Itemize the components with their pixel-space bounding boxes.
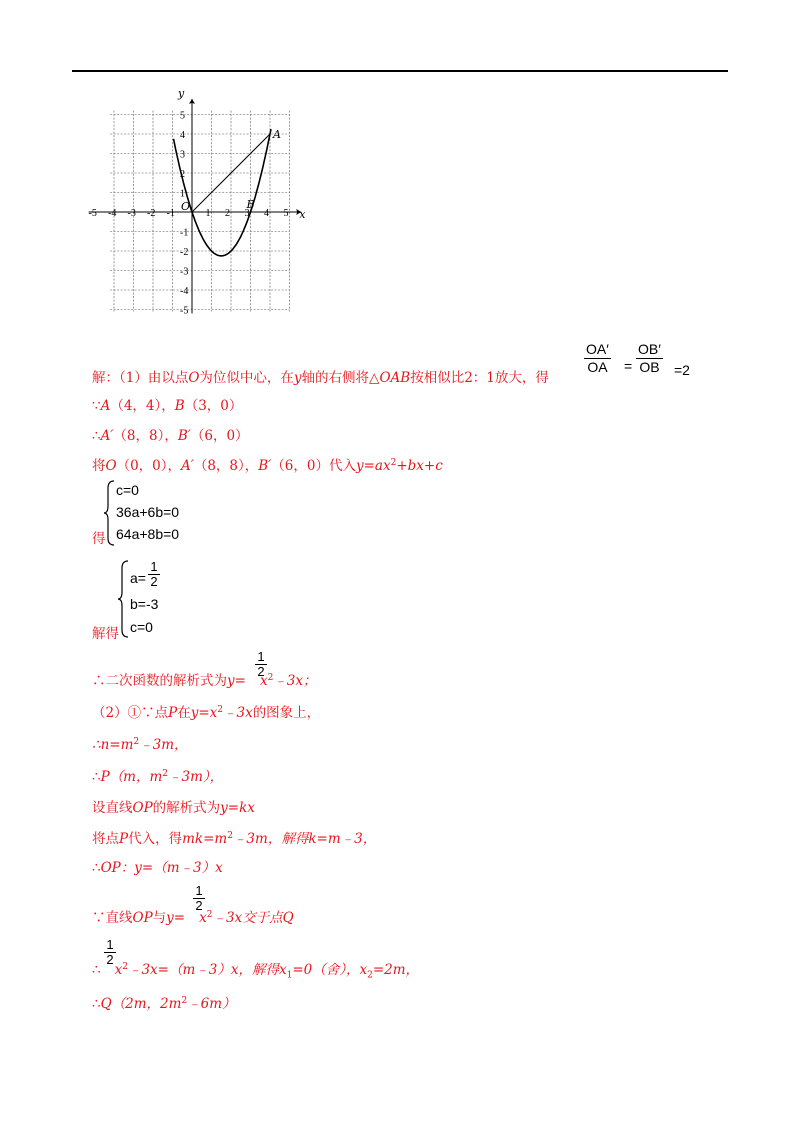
x-tick-label: 5 xyxy=(283,208,289,219)
solution-line-13: ∴ $x^2﹣3x=(m﹣3)x$，解得$x_1=0$（舍），$x_2=2m$， xyxy=(92,962,420,981)
system-2-label: 解得 xyxy=(92,626,119,642)
function-graph xyxy=(80,86,320,326)
brace-icon xyxy=(104,480,116,546)
solution-line-4: 将O（0，0），A′（8，8），B′（6，0）代入$y=ax^2+bx+c$ xyxy=(92,458,443,474)
solution-line-12: ∵直线OP与$y= x^2﹣3x$交于点Q xyxy=(92,910,294,926)
sys2-row-b: b=-3 xyxy=(130,596,159,612)
y-tick-label: -4 xyxy=(180,286,189,297)
y-tick-label: 3 xyxy=(180,149,185,161)
solution-line-10: 将点P代入，得$mk=m^2﹣3m$，解得k=m﹣3， xyxy=(92,831,377,847)
equation-system-1 xyxy=(104,480,224,546)
origin-label: O xyxy=(181,200,191,213)
solution-line-11: ∴OP：y=（m﹣3）x xyxy=(92,860,223,876)
equals-sign: = xyxy=(624,358,633,374)
y-tick-label: -3 xyxy=(180,266,189,278)
sys2-row-c: c=0 xyxy=(130,619,153,635)
sys1-row-1: c=0 xyxy=(116,482,139,498)
y-tick-labels xyxy=(180,110,191,317)
fraction-ob-prime: $\frac{OB'}{OB}$ xyxy=(638,341,661,375)
solution-line-5: ∴二次函数的解析式为$y= x^2﹣3x$； xyxy=(92,673,317,689)
sys2-a-eq: a= xyxy=(130,570,146,586)
point-a-label: A xyxy=(273,128,281,141)
equation-system-2 xyxy=(118,560,218,638)
x-tick-label: -2 xyxy=(147,208,156,219)
y-tick-label: -2 xyxy=(180,247,189,258)
y-tick-label: -1 xyxy=(180,227,189,239)
point-b-label: B xyxy=(246,198,255,211)
y-tick-label: 1 xyxy=(180,188,185,200)
x-tick-label: -3 xyxy=(127,208,136,219)
solution-line-1: 解：（1）由以点O为位似中心，在y轴的右侧将△OAB按相似比2：1放大，得 xyxy=(92,370,549,386)
axes xyxy=(89,99,302,314)
solution-line-14: ∴Q（2m，$2m^2﹣6m$） xyxy=(92,996,236,1012)
solution-line-2: ∵A（4，4），B（3，0） xyxy=(92,398,243,414)
y-tick-label: 2 xyxy=(180,169,185,180)
solution-line-6: （2）①∵点P在$y=x^2﹣3x$的图象上， xyxy=(92,705,321,721)
y-axis-label: y xyxy=(178,86,185,100)
solution-line-7: $\therefore n=m^2﹣3m$， xyxy=(92,737,188,753)
fraction-oa-prime: $\frac{OA'}{OA}$ xyxy=(586,341,609,375)
x-tick-label: -5 xyxy=(88,208,97,219)
header-rule xyxy=(72,70,728,72)
half-fraction-3: 1 2 xyxy=(104,938,116,967)
x-axis-label: x xyxy=(299,208,306,221)
solution-line-3: ∴A′（8，8），B′（6，0） xyxy=(92,428,249,444)
sys1-row-2: 36a+6b=0 xyxy=(116,504,180,520)
half-fraction-1: 1 2 xyxy=(255,650,267,679)
x-tick-label: -1 xyxy=(166,208,175,219)
solution-line-8: ∴P（m，$m^2﹣3m$）， xyxy=(92,769,224,785)
y-tick-label: 4 xyxy=(180,130,185,141)
equals-two: =2 xyxy=(674,362,690,378)
sys2-half-fraction: 1 2 xyxy=(148,560,160,589)
x-tick-label: -4 xyxy=(108,208,117,219)
half-fraction-2: 1 2 xyxy=(193,884,205,913)
y-tick-label: -5 xyxy=(180,305,189,317)
system-1-label: 得 xyxy=(92,531,106,547)
x-tick-label: 3 xyxy=(244,208,250,219)
y-tick-label: 5 xyxy=(180,110,185,122)
brace-icon xyxy=(118,560,130,638)
x-tick-label: 4 xyxy=(264,208,269,219)
solution-line-9: 设直线OP的解析式为y=kx xyxy=(92,800,255,816)
x-tick-label: 2 xyxy=(225,208,230,219)
sys1-row-3: 64a+8b=0 xyxy=(116,526,180,542)
x-tick-label: 1 xyxy=(205,208,211,219)
